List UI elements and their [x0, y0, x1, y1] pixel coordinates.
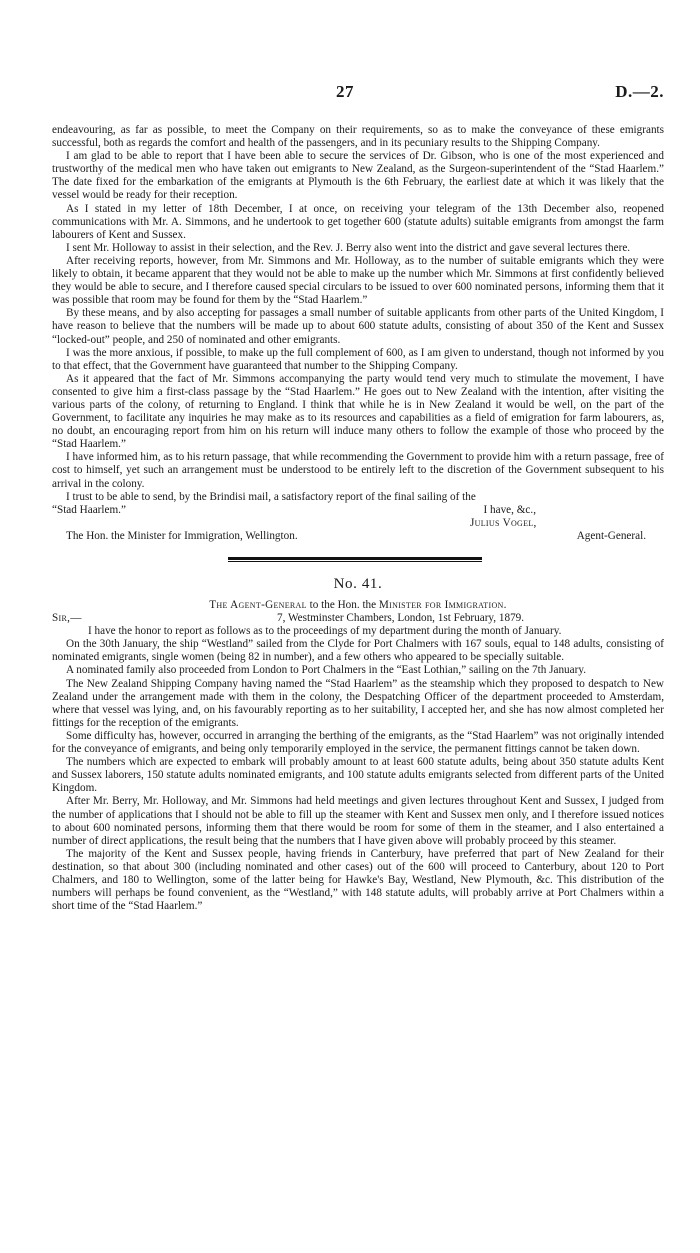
- signatory-name: Julius Vogel,: [470, 516, 537, 529]
- paragraph: Some difficulty has, however, occurred in arranging the berthing of the emigrants, as the “Stad Haarlem” was not originally intended for the conveyance of emigrants, and being only temporarily employed in the service, the permanent fittings cannot be taken down.: [52, 729, 664, 756]
- divider-thin: [228, 561, 482, 562]
- paragraph: As I stated in my letter of 18th December, I at once, on receiving your telegram of the 13th December also, reopened communications with Mr. A. Simmons, and he undertook to get together 600 (statute adults) suitable emigrants from amongst the farm labourers of Kent and Sussex.: [52, 202, 664, 241]
- closing-tail: “Stad Haarlem.”: [52, 503, 126, 516]
- paragraph: After Mr. Berry, Mr. Holloway, and Mr. Simmons had held meetings and given lectures throughout Kent and Sussex, I judged from the number of applications that I should not be able to fill up the steamer with Kent and Sussex men only, and I therefore issued notices to about 600 nominated persons, informing them that there would be room for some of them in the steamer, and I also entertained a number of direct applications, the result being that the numbers that I have given above will probably proceed by this steamer.: [52, 795, 664, 847]
- paragraph: On the 30th January, the ship “Westland” sailed from the Clyde for Port Chalmers with 167 souls, equal to 148 adults, consisting of nominated emigrants, single women (being 82 in number), and a few others who appeared to be specially suitable.: [52, 638, 664, 664]
- paragraph: As it appeared that the fact of Mr. Simmons accompanying the party would tend very much to stimulate the movement, I have consented to give him a first-class passage by the “Stad Haarlem.” He goes out to New Zealand with the intention, after visiting the various parts of the colony, of returning to England. I think that while he is in New Zealand it would be well, on the part of the Government, to facilitate any inquiries he may make as to its resources and capabilities as a field of emigration for farm labourers, as, no doubt, an encouraging report from him on his return will induce many others to follow the example of those who proceed by the “Stad Haarlem.”: [52, 372, 664, 451]
- document-reference: D.—2.: [615, 82, 664, 101]
- paragraph: The New Zealand Shipping Company having named the “Stad Haarlem” as the steamship which they proposed to despatch to New Zealand under the arrangement made with them in the colony, the Despatching Officer of the department proceeded to Amsterdam, where that vessel was lying, and, on his favourably reporting as to her suitability, I accepted her, and she has now almost completed her fittings for the reception of the emigrants.: [52, 677, 664, 729]
- paragraph: The majority of the Kent and Sussex people, having friends in Canterbury, have preferred that part of New Zealand for their destination, so that about 300 (including nominated and other cases) out of the 600 will proceed to Canterbury, about 120 to Port Chalmers, and 180 to Wellington, some of the latter being for Hawke's Bay, Westland, New Plymouth, &c. This distribution of the numbers will perhaps be found convenient, as the “Westland,” with 148 statute adults, will probably arrive at Port Chalmers within a short time of the “Stad Haarlem.”: [52, 847, 664, 913]
- paragraph: The numbers which are expected to embark will probably amount to at least 600 statute adults, being about 350 statute adults Kent and Sussex laborers, 150 statute adults nominated emigrants, and 100 statute adults emigrants selected from different parts of the United Kingdom.: [52, 756, 664, 795]
- salutation-row: [52, 612, 664, 625]
- paragraph: A nominated family also proceeded from London to Port Chalmers in the “East Lothian,” sailing on the 7th January.: [66, 664, 586, 677]
- letter-title: [52, 599, 664, 612]
- page-body: [52, 124, 664, 913]
- paragraph: After receiving reports, however, from Mr. Simmons and Mr. Holloway, as to the number of suitable emigrants which they were likely to obtain, it became apparent that they would not be able to make up the number which Mr. Simmons at first confidently believed they would be able to secure, and I therefore caused special circulars to be issued to over 600 nominated persons, informing them that it was possible that room may be found for them by the “Stad Haarlem.”: [52, 254, 664, 307]
- closing-line: I trust to be able to send, by the Brindisi mail, a satisfactory report of the final sailing of the: [66, 490, 476, 503]
- section-divider: [52, 543, 664, 573]
- closing-row: [52, 504, 664, 517]
- letter-number: No. 41.: [333, 576, 383, 592]
- title-mid: to the Hon. the: [309, 599, 377, 611]
- paragraph: By these means, and by also accepting for passages a small number of suitable applicants from other parts of the United Kingdom, I have reason to believe that the numbers will be made up to about 600 statute adults, consisting of about 350 of the Kent and Sussex “locked-out” people, and 250 of nominated and other emigrants.: [52, 307, 664, 346]
- paragraph: I am glad to be able to report that I have been able to secure the services of Dr. Gibson, who is one of the most experienced and trustworthy of the medical men who have taken out emigrants to New Zealand, as the Surgeon-superintendent of the “Stad Haarlem.” The date fixed for the embarkation of the emigrants at Plymouth is the 6th February, the earliest date at which it was likely that the vessel would be ready for their reception.: [52, 150, 664, 202]
- salutation: Sir,—: [52, 612, 82, 625]
- addressee: The Hon. the Minister for Immigration, Wellington.: [66, 529, 298, 542]
- paragraph: I was the more anxious, if possible, to make up the full complement of 600, as I am given to understand, though not informed by you to that effect, that the Government have guaranteed that number to the Shipping Company.: [52, 346, 664, 372]
- closing-formula: I have, &c.,: [483, 503, 536, 516]
- page-number: 27: [336, 82, 354, 101]
- addressee-row: [52, 530, 664, 543]
- paragraph: I have informed him, as to his return passage, that while recommending the Government to provide him with a return passage, free of cost to himself, yet such an arrangement must be understood to be entirely left to the discretion of the Government subsequent to his arrival in the colony.: [52, 451, 664, 490]
- divider-thick: [228, 557, 482, 560]
- paragraph: I sent Mr. Holloway to assist in their selection, and the Rev. J. Berry also went into the district and gave several lectures there.: [66, 241, 631, 254]
- signature-row: [52, 517, 664, 530]
- paragraph: I have the honor to report as follows as to the proceedings of my department during the month of January.: [88, 625, 562, 638]
- paragraph: endeavouring, as far as possible, to meet the Company on their requirements, so as to make the conveyance of these emigrants successful, both as regards the comfort and health of the passengers, and in its pecuniary results to the Shipping Company.: [52, 124, 664, 150]
- signatory-title: Agent-General.: [576, 529, 646, 542]
- page-header: [52, 82, 664, 102]
- title-from: The Agent-General: [209, 599, 307, 611]
- title-to: Minister for Immigration.: [378, 599, 507, 611]
- sender-address: 7, Westminster Chambers, London, 1st February, 1879.: [277, 612, 525, 625]
